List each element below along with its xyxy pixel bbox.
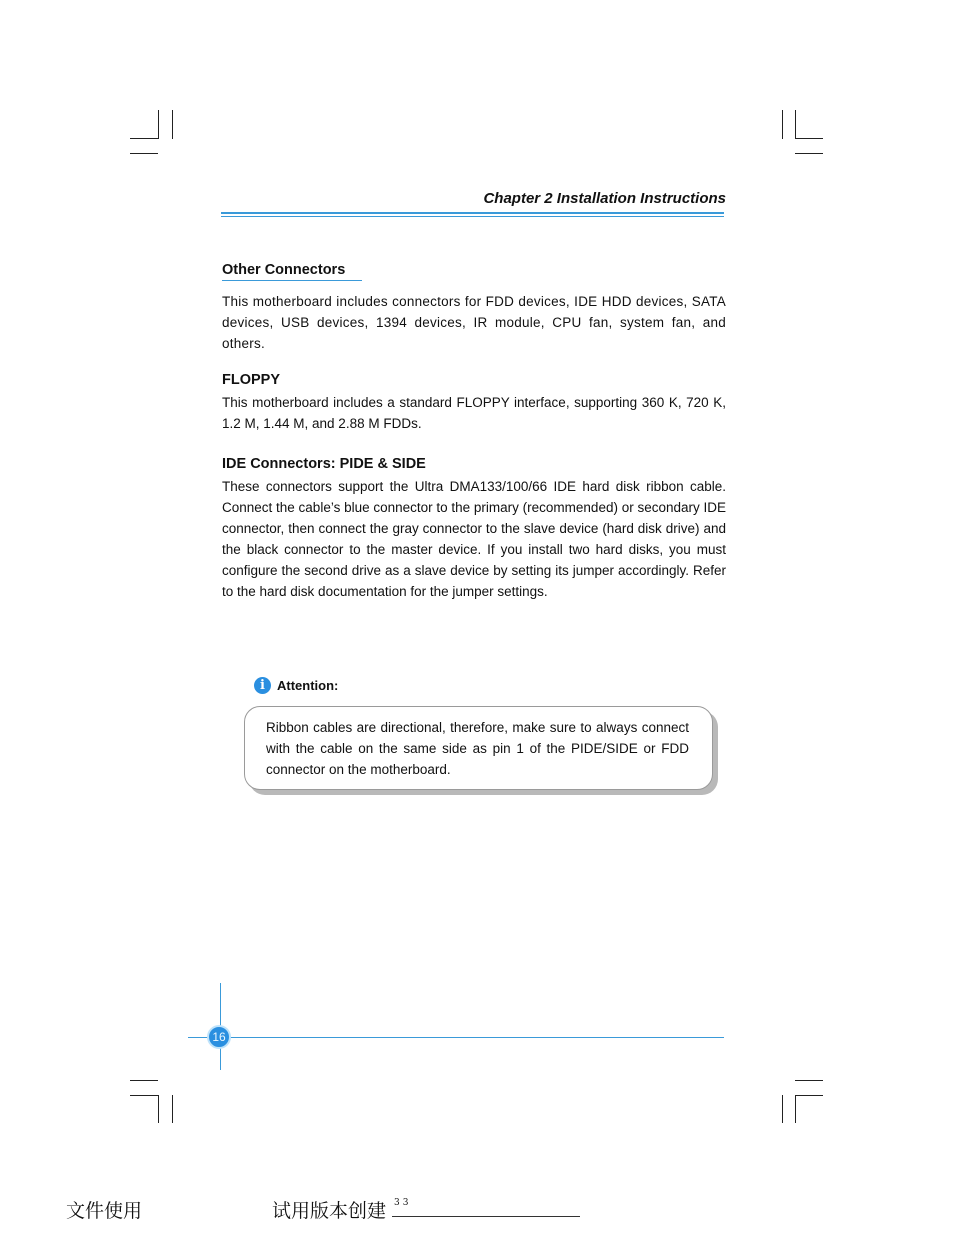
crop-mark	[172, 110, 173, 139]
footer-middle-text: 试用版本创建	[272, 1200, 387, 1222]
section-title-underline	[222, 280, 362, 281]
page-marker-horizontal	[188, 1037, 724, 1038]
attention-text: Ribbon cables are directional, therefore, make sure to always connect with the cable on the same side as pin 1 of the PIDE/SIDE or FDD connector on the motherboard.	[266, 720, 689, 777]
attention-label: Attention:	[277, 678, 339, 693]
section-title-other: Other Connectors	[222, 262, 346, 278]
info-icon: i	[254, 677, 271, 694]
crop-mark	[795, 153, 823, 154]
crop-mark	[782, 110, 783, 139]
section-body-ide: These connectors support the Ultra DMA133/100/66 IDE hard disk ribbon cable. Connect the cable’s blue connector to the primary (recommended) or secondary IDE connector, then connect the gray connector to the slave device (hard disk drive) and the black connector to the master device. If you install two hard disks, you must configure the second drive as a slave device by setting its jumper accordingly. Refer to the hard disk documentation for the jumper settings.	[222, 479, 727, 599]
crop-mark	[172, 1095, 173, 1123]
crop-mark	[158, 110, 159, 139]
footer-underline	[392, 1216, 580, 1217]
page-number: 16	[207, 1025, 231, 1049]
section-title-ide: IDE Connectors: PIDE & SIDE	[222, 456, 426, 472]
crop-mark	[130, 1095, 158, 1096]
crop-mark	[782, 1095, 783, 1123]
crop-mark	[795, 1095, 823, 1096]
footer-left-text: 文件使用	[66, 1200, 143, 1222]
crop-mark	[130, 153, 158, 154]
crop-mark	[158, 1095, 159, 1123]
crop-mark	[130, 138, 158, 139]
crop-mark	[795, 110, 796, 139]
footer-number: 33	[394, 1198, 412, 1208]
header-rule	[221, 212, 724, 214]
section-title-floppy: FLOPPY	[222, 372, 281, 388]
crop-mark	[795, 138, 823, 139]
section-body-floppy: This motherboard includes a standard FLOPPY interface, supporting 360 K, 720 K, 1.2 M, 1.44 M, and 2.88 M FDDs.	[222, 395, 726, 431]
chapter-header: Chapter 2 Installation Instructions	[483, 190, 726, 207]
crop-mark	[130, 1080, 158, 1081]
section-body-other: This motherboard includes connectors for FDD devices, IDE HDD devices, SATA devices, USB devices, 1394 devices, IR module, CPU fan, system fan, and others.	[222, 294, 726, 351]
crop-mark	[795, 1095, 796, 1123]
crop-mark	[795, 1080, 823, 1081]
header-rule	[221, 216, 724, 217]
